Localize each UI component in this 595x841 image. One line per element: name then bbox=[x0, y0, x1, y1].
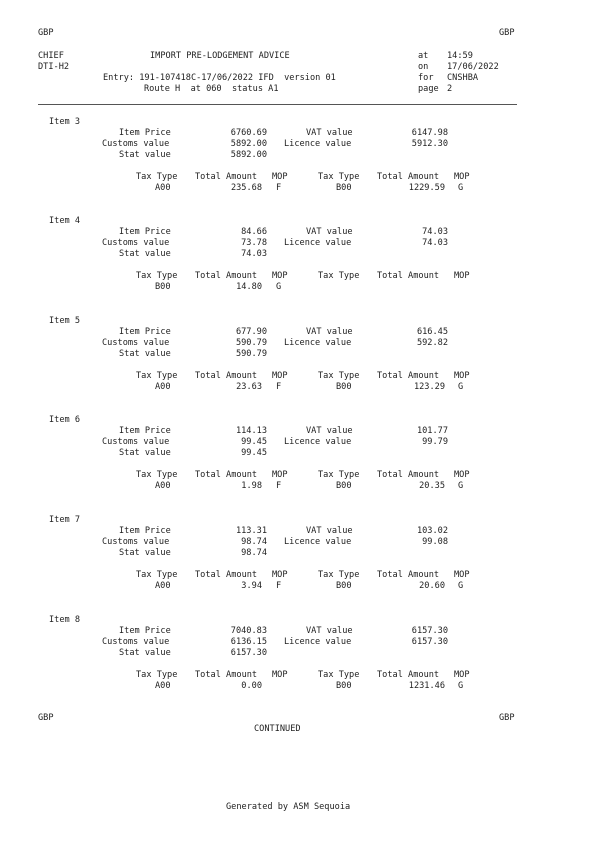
tax-amount-value: 20.35 bbox=[419, 481, 445, 491]
tax-type-header: Tax Type bbox=[318, 570, 360, 580]
mop-value: F bbox=[276, 481, 282, 491]
total-amount-header: Total Amount bbox=[377, 172, 440, 182]
mop-value: G bbox=[458, 382, 464, 392]
item-price-value: 113.31 bbox=[235, 526, 267, 536]
tax-amount-value: 1231.46 bbox=[408, 681, 445, 691]
customs-value-value: 6136.15 bbox=[230, 637, 267, 647]
licence-value-value: 99.08 bbox=[422, 537, 448, 547]
mop-value: G bbox=[458, 481, 464, 491]
licence-value-value: 6157.30 bbox=[411, 637, 448, 647]
tax-type-header: Tax Type bbox=[136, 470, 178, 480]
vat-value-label: VAT value bbox=[306, 626, 353, 636]
mop-value: F bbox=[276, 183, 282, 193]
tax-type-header: Tax Type bbox=[136, 172, 178, 182]
tax-amount-value: 20.60 bbox=[419, 581, 445, 591]
item-title: Item 8 bbox=[49, 615, 81, 625]
mop-value: F bbox=[276, 581, 282, 591]
mop-header: MOP bbox=[454, 172, 470, 182]
customs-value-label: Customs value bbox=[102, 437, 170, 447]
stat-value-value: 590.79 bbox=[235, 349, 267, 359]
tax-type-header: Tax Type bbox=[136, 570, 178, 580]
tax-amount-value: 14.80 bbox=[236, 282, 262, 292]
at-label: at bbox=[418, 51, 429, 61]
stat-value-label: Stat value bbox=[119, 448, 171, 458]
item-price-value: 7040.83 bbox=[230, 626, 267, 636]
tax-type-header: Tax Type bbox=[136, 271, 178, 281]
item-price-label: Item Price bbox=[119, 227, 171, 237]
customs-value-value: 73.78 bbox=[241, 238, 267, 248]
total-amount-header: Total Amount bbox=[377, 670, 440, 680]
tax-type-value: A00 bbox=[155, 481, 171, 491]
tax-amount-value: 3.94 bbox=[241, 581, 262, 591]
stat-value-value: 6157.30 bbox=[230, 648, 267, 658]
item-block bbox=[0, 316, 595, 406]
customs-value-label: Customs value bbox=[102, 637, 170, 647]
item-price-label: Item Price bbox=[119, 426, 171, 436]
tax-type-value: B00 bbox=[336, 681, 352, 691]
stat-value-label: Stat value bbox=[119, 648, 171, 658]
tax-type-header: Tax Type bbox=[318, 271, 360, 281]
tax-amount-value: 1.98 bbox=[241, 481, 262, 491]
mop-value: G bbox=[458, 681, 464, 691]
tax-type-value: B00 bbox=[336, 581, 352, 591]
stat-value-value: 99.45 bbox=[241, 448, 267, 458]
mop-value: G bbox=[458, 581, 464, 591]
licence-value-label: Licence value bbox=[284, 338, 352, 348]
currency-bottom-right: GBP bbox=[499, 713, 515, 723]
item-price-value: 677.90 bbox=[235, 327, 267, 337]
item-title: Item 6 bbox=[49, 415, 81, 425]
customs-value-label: Customs value bbox=[102, 338, 170, 348]
customs-value-label: Customs value bbox=[102, 238, 170, 248]
generated-by: Generated by ASM Sequoia bbox=[226, 802, 351, 812]
stat-value-label: Stat value bbox=[119, 249, 171, 259]
total-amount-header: Total Amount bbox=[195, 271, 258, 281]
licence-value-label: Licence value bbox=[284, 537, 352, 547]
total-amount-header: Total Amount bbox=[377, 271, 440, 281]
mop-value: G bbox=[458, 183, 464, 193]
total-amount-header: Total Amount bbox=[195, 371, 258, 381]
customs-value-value: 5892.00 bbox=[230, 139, 267, 149]
tax-type-value: B00 bbox=[336, 481, 352, 491]
tax-type-value: B00 bbox=[336, 382, 352, 392]
vat-value-label: VAT value bbox=[306, 128, 353, 138]
item-price-label: Item Price bbox=[119, 128, 171, 138]
mop-header: MOP bbox=[272, 470, 288, 480]
currency-top-right: GBP bbox=[499, 28, 515, 38]
mop-header: MOP bbox=[272, 670, 288, 680]
tax-type-header: Tax Type bbox=[318, 670, 360, 680]
header-divider bbox=[38, 104, 517, 105]
vat-value-value: 101.77 bbox=[416, 426, 448, 436]
route-line: Route H at 060 status A1 bbox=[144, 84, 279, 94]
vat-value-value: 6157.30 bbox=[411, 626, 448, 636]
currency-top-left: GBP bbox=[38, 28, 54, 38]
item-block bbox=[0, 615, 595, 705]
tax-amount-value: 1229.59 bbox=[408, 183, 445, 193]
total-amount-header: Total Amount bbox=[195, 470, 258, 480]
item-block bbox=[0, 415, 595, 505]
on-value: 17/06/2022 bbox=[447, 62, 499, 72]
tax-type-value: A00 bbox=[155, 183, 171, 193]
mop-header: MOP bbox=[454, 670, 470, 680]
tax-type-header: Tax Type bbox=[136, 670, 178, 680]
tax-amount-value: 235.68 bbox=[230, 183, 262, 193]
tax-type-header: Tax Type bbox=[318, 470, 360, 480]
tax-type-value: B00 bbox=[336, 183, 352, 193]
tax-amount-value: 123.29 bbox=[413, 382, 445, 392]
stat-value-label: Stat value bbox=[119, 548, 171, 558]
licence-value-label: Licence value bbox=[284, 139, 352, 149]
licence-value-value: 592.82 bbox=[416, 338, 448, 348]
item-title: Item 5 bbox=[49, 316, 81, 326]
for-value: CNSHBA bbox=[447, 73, 479, 83]
mop-header: MOP bbox=[454, 271, 470, 281]
tax-type-header: Tax Type bbox=[318, 371, 360, 381]
vat-value-label: VAT value bbox=[306, 526, 353, 536]
item-block bbox=[0, 117, 595, 207]
mop-header: MOP bbox=[272, 172, 288, 182]
item-title: Item 4 bbox=[49, 216, 81, 226]
page-label: page bbox=[418, 84, 439, 94]
system-name: CHIEF bbox=[38, 51, 64, 61]
mop-value: G bbox=[276, 282, 282, 292]
customs-value-value: 98.74 bbox=[241, 537, 267, 547]
mop-value: F bbox=[276, 382, 282, 392]
tax-type-header: Tax Type bbox=[136, 371, 178, 381]
licence-value-value: 5912.30 bbox=[411, 139, 448, 149]
entry-line: Entry: 191-107418C-17/06/2022 IFD version 01 bbox=[103, 73, 336, 83]
item-price-value: 114.13 bbox=[235, 426, 267, 436]
licence-value-label: Licence value bbox=[284, 437, 352, 447]
tax-amount-value: 0.00 bbox=[241, 681, 262, 691]
licence-value-value: 74.03 bbox=[422, 238, 448, 248]
currency-bottom-left: GBP bbox=[38, 713, 54, 723]
customs-value-value: 590.79 bbox=[235, 338, 267, 348]
for-label: for bbox=[418, 73, 434, 83]
mop-header: MOP bbox=[454, 570, 470, 580]
item-price-label: Item Price bbox=[119, 327, 171, 337]
total-amount-header: Total Amount bbox=[377, 570, 440, 580]
mop-header: MOP bbox=[454, 371, 470, 381]
on-label: on bbox=[418, 62, 429, 72]
item-title: Item 7 bbox=[49, 515, 81, 525]
page-value: 2 bbox=[447, 84, 453, 94]
customs-value-label: Customs value bbox=[102, 537, 170, 547]
stat-value-value: 5892.00 bbox=[230, 150, 267, 160]
tax-type-value: A00 bbox=[155, 581, 171, 591]
customs-value-value: 99.45 bbox=[241, 437, 267, 447]
tax-type-value: A00 bbox=[155, 681, 171, 691]
vat-value-value: 616.45 bbox=[416, 327, 448, 337]
stat-value-value: 74.03 bbox=[241, 249, 267, 259]
tax-type-value: B00 bbox=[155, 282, 171, 292]
mop-header: MOP bbox=[454, 470, 470, 480]
licence-value-label: Licence value bbox=[284, 238, 352, 248]
vat-value-value: 103.02 bbox=[416, 526, 448, 536]
vat-value-label: VAT value bbox=[306, 426, 353, 436]
mop-header: MOP bbox=[272, 371, 288, 381]
item-price-label: Item Price bbox=[119, 526, 171, 536]
stat-value-label: Stat value bbox=[119, 349, 171, 359]
form-code: DTI-H2 bbox=[38, 62, 70, 72]
licence-value-label: Licence value bbox=[284, 637, 352, 647]
customs-value-label: Customs value bbox=[102, 139, 170, 149]
item-block bbox=[0, 515, 595, 605]
at-value: 14:59 bbox=[447, 51, 473, 61]
total-amount-header: Total Amount bbox=[195, 570, 258, 580]
item-price-value: 84.66 bbox=[241, 227, 267, 237]
total-amount-header: Total Amount bbox=[195, 670, 258, 680]
item-title: Item 3 bbox=[49, 117, 81, 127]
tax-type-header: Tax Type bbox=[318, 172, 360, 182]
document-title: IMPORT PRE-LODGEMENT ADVICE bbox=[150, 51, 290, 61]
mop-header: MOP bbox=[272, 570, 288, 580]
vat-value-label: VAT value bbox=[306, 327, 353, 337]
vat-value-value: 6147.98 bbox=[411, 128, 448, 138]
tax-type-value: A00 bbox=[155, 382, 171, 392]
mop-header: MOP bbox=[272, 271, 288, 281]
stat-value-value: 98.74 bbox=[241, 548, 267, 558]
continued-label: CONTINUED bbox=[254, 724, 301, 734]
tax-amount-value: 23.63 bbox=[236, 382, 262, 392]
item-block bbox=[0, 216, 595, 306]
vat-value-label: VAT value bbox=[306, 227, 353, 237]
stat-value-label: Stat value bbox=[119, 150, 171, 160]
total-amount-header: Total Amount bbox=[195, 172, 258, 182]
vat-value-value: 74.03 bbox=[422, 227, 448, 237]
item-price-label: Item Price bbox=[119, 626, 171, 636]
licence-value-value: 99.79 bbox=[422, 437, 448, 447]
total-amount-header: Total Amount bbox=[377, 470, 440, 480]
total-amount-header: Total Amount bbox=[377, 371, 440, 381]
item-price-value: 6760.69 bbox=[230, 128, 267, 138]
